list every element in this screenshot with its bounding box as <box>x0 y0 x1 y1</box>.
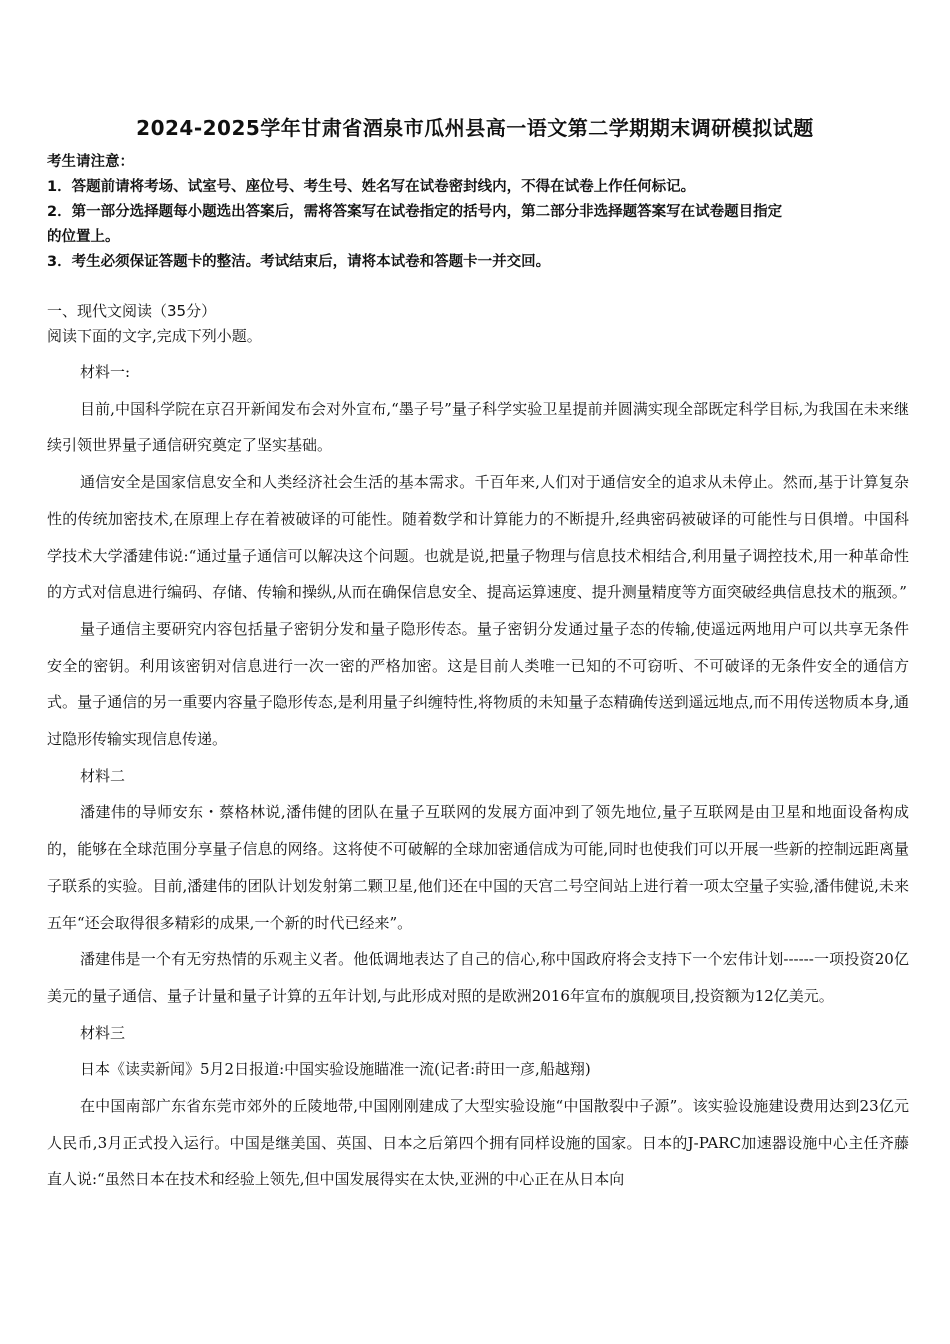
paragraph: 目前,中国科学院在京召开新闻发布会对外宣布,“墨子号”量子科学实验卫星提前并圆满实现全部既定科学目标,为我国在未来继续引领世界量子通信研究奠定了坚实基础。 <box>47 399 909 455</box>
paragraph: 潘建伟的导师安东・蔡格林说,潘伟健的团队在量子互联网的发展方面冲到了领先地位,量子互联网是由卫星和地面设备构成的，能够在全球范围分享量子信息的网络。这将使不可破解的全球加密通信成为可能,同时也使我们可以开展一些新的控制远距离量子联系的实验。目前,潘建伟的团队计划发射第二颗卫星,他们还在中国的天宫二号空间站上进行着一项太空量子实验,潘伟健说,未来五年“还会取得很多精彩的成果,一个新的时代已经来”。 <box>47 803 909 932</box>
notice-heading: 考生请注意： <box>47 154 134 170</box>
material-label: 材料一: <box>80 363 131 381</box>
page-title: 2024-2025学年甘肃省酒泉市瓜州县高一语文第二学期期末调研模拟试题 <box>136 116 814 140</box>
passage-intro: 阅读下面的文字,完成下列小题。 <box>47 327 262 345</box>
paragraph: 量子通信主要研究内容包括量子密钥分发和量子隐形传态。量子密钥分发通过量子态的传输,使遥远两地用户可以共享无条件安全的密钥。利用该密钥对信息进行一次一密的严格加密。这是目前人类唯一已知的不可窃听、不可破译的无条件安全的通信方式。量子通信的另一重要内容量子隐形传态,是利用量子纠缠特性,将物质的未知量子态精确传送到遥远地点,而不用传送物质本身,通过隐形传输实现信息传递。 <box>47 619 909 749</box>
paragraph: 日本《读卖新闻》5月2日报道:中国实验设施瞄准一流(记者:莳田一彦,船越翔) <box>80 1060 591 1079</box>
paragraph: 潘建伟是一个有无穷热情的乐观主义者。他低调地表达了自己的信心,称中国政府将会支持下一个宏伟计划------一项投资20亿美元的量子通信、量子计量和量子计算的五年计划,与此形成对照的是欧洲2016年宣布的旗舰项目,投资额为12亿美元。 <box>47 950 909 1005</box>
material-label: 材料二 <box>80 766 126 785</box>
reading-passage <box>47 322 909 1198</box>
paragraph: 在中国南部广东省东莞市郊外的丘陵地带,中国刚刚建成了大型实验设施“中国散裂中子源”。该实验设施建设费用达到23亿元人民币,3月正式投入运行。中国是继美国、英国、日本之后第四个拥有同样设施的国家。日本的J-PARC加速器设施中心主任齐藤直人说:“虽然日本在技术和经验上领先,但中国发展得实在太快,亚洲的中心正在从日本向 <box>47 1097 909 1189</box>
material-label: 材料三 <box>80 1023 126 1042</box>
notice-item: 3．考生必须保证答题卡的整洁。考试结束后，请将本试卷和答题卡一并交回。 <box>47 254 551 270</box>
notice-item: 1．答题前请将考场、试室号、座位号、考生号、姓名写在试卷密封线内，不得在试卷上作任何标记。 <box>47 179 696 195</box>
section-heading: 一、现代文阅读（35分） <box>47 302 217 320</box>
paragraph: 通信安全是国家信息安全和人类经济社会生活的基本需求。千百年来,人们对于通信安全的追求从未停止。然而,基于计算复杂性的传统加密技术,在原理上存在着被破译的可能性。随着数学和计算能力的不断提升,经典密码被破译的可能性与日俱增。中国科学技术大学潘建伟说:“通过量子通信可以解决这个问题。也就是说,把量子物理与信息技术相结合,利用量子调控技术,用一种革命性的方式对信息进行编码、存储、传输和操纵,从而在确保信息安全、提高运算速度、提升测量精度等方面突破经典信息技术的瓶颈。” <box>47 473 909 602</box>
exam-notice <box>47 150 907 275</box>
notice-item: 的位置上。 <box>47 229 120 245</box>
notice-item: 2．第一部分选择题每小题选出答案后，需将答案写在试卷指定的括号内，第二部分非选择题答案写在试卷题目指定 <box>47 204 783 220</box>
